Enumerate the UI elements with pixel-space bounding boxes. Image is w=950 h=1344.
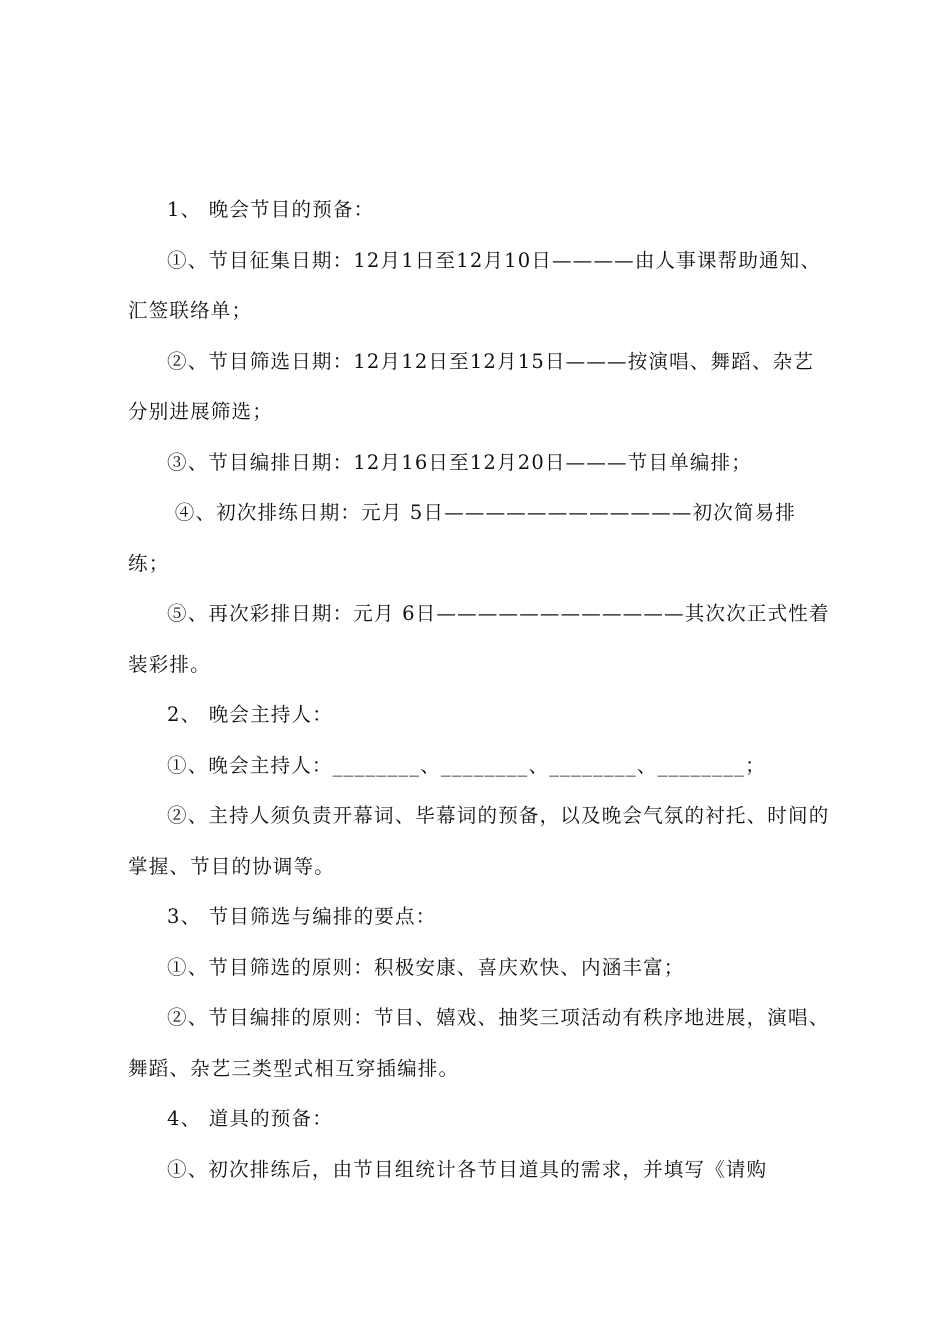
list-item-props-requirement: ①、初次排练后，由节目组统计各节目道具的需求，并填写《请购 [167, 1157, 768, 1181]
list-item-first-rehearsal: ④、初次排练日期：元月 5日————————————初次简易排练； [128, 501, 797, 575]
list-item-dress-rehearsal: ⑤、再次彩排日期：元月 6日————————————其次次正式性着装彩排。 [128, 602, 830, 676]
list-item-program-collection: ①、节目征集日期：12月1日至12月10日————由人事课帮助通知、汇签联络单； [128, 248, 822, 322]
section-heading-selection-points: 3、 节目筛选与编排的要点： [167, 905, 437, 928]
section-heading-program-preparation: 1、 晚会节目的预备： [167, 198, 375, 221]
section-heading-props: 4、 道具的预备： [167, 1107, 333, 1130]
list-item-host-names: ①、晚会主持人：________、________、________、________； [167, 753, 766, 777]
list-item-program-arrangement: ③、节目编排日期：12月16日至12月20日———节目单编排； [167, 450, 752, 474]
document-body [128, 185, 834, 1195]
section-heading-hosts: 2、 晚会主持人： [167, 703, 333, 726]
list-item-arrangement-principle: ②、节目编排的原则：节目、嬉戏、抽奖三项活动有秩序地进展，演唱、舞蹈、杂艺三类型式相互穿插编排。 [128, 1006, 830, 1080]
list-item-host-duties: ②、主持人须负责开幕词、毕幕词的预备，以及晚会气氛的衬托、时间的掌握、节目的协调等。 [128, 804, 830, 878]
list-item-program-screening: ②、节目筛选日期：12月12日至12月15日———按演唱、舞蹈、杂艺分别进展筛选； [128, 349, 815, 423]
list-item-selection-principle: ①、节目筛选的原则：积极安康、喜庆欢快、内涵丰富； [167, 955, 685, 979]
